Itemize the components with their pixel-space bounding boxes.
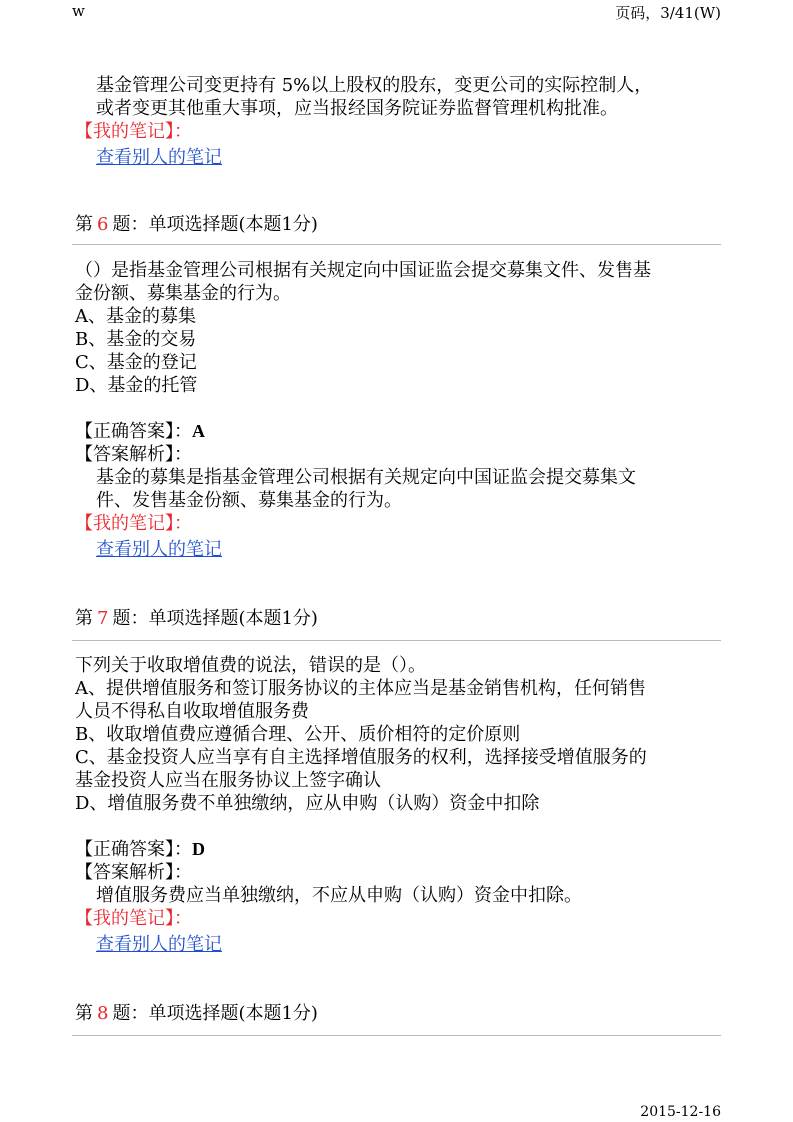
- footer-date: 2015-12-16: [640, 1104, 721, 1120]
- question-stem: （）是指基金管理公司根据有关规定向中国证监会提交募集文件、发售基: [75, 260, 651, 281]
- prev-question-tail: [75, 74, 725, 169]
- divider: [72, 244, 721, 245]
- header-left: w: [72, 2, 85, 20]
- my-notes-label: 【我的笔记】：: [75, 908, 192, 929]
- option-a: A、基金的募集: [75, 306, 196, 327]
- analysis-label: 【答案解析】：: [75, 444, 192, 465]
- option-c: C、基金的登记: [75, 352, 197, 373]
- correct-answer: 【正确答案】：D: [75, 839, 205, 860]
- question-header-7: [75, 607, 318, 630]
- analysis-line: 基金管理公司变更持有 5%以上股权的股东，变更公司的实际控制人，: [96, 75, 653, 96]
- header-page-number: 页码，3/41(W): [615, 4, 721, 22]
- question-number: 6: [97, 214, 109, 235]
- question-type: 题：单项选择题(本题1分): [112, 608, 318, 629]
- view-others-notes-link[interactable]: 查看别人的笔记: [96, 539, 222, 560]
- view-others-notes-link[interactable]: 查看别人的笔记: [96, 147, 222, 168]
- option-d: D、增值服务费不单独缴纳，应从申购（认购）资金中扣除: [75, 793, 540, 814]
- analysis-line: 增值服务费应当单独缴纳，不应从申购（认购）资金中扣除。: [96, 885, 582, 906]
- option-b: B、收取增值费应遵循合理、公开、质价相符的定价原则: [75, 724, 521, 745]
- question-stem: 金份额、募集基金的行为。: [75, 283, 291, 304]
- question-stem: 下列关于收取增值费的说法，错误的是（）。: [75, 655, 426, 676]
- divider: [72, 1035, 721, 1036]
- my-notes-label: 【我的笔记】：: [75, 121, 192, 142]
- answer-value: D: [192, 839, 205, 859]
- analysis-line: 件、发售基金份额、募集基金的行为。: [96, 490, 402, 511]
- my-notes-label: 【我的笔记】：: [75, 513, 192, 534]
- question-type: 题：单项选择题(本题1分): [112, 214, 318, 235]
- option-b: B、基金的交易: [75, 329, 197, 350]
- question-body-7: [75, 654, 725, 956]
- analysis-label: 【答案解析】：: [75, 862, 192, 883]
- question-header-6: [75, 213, 318, 236]
- option-a: A、提供增值服务和签订服务协议的主体应当是基金销售机构，任何销售: [75, 678, 646, 699]
- analysis-line: 或者变更其他重大事项，应当报经国务院证券监督管理机构批准。: [96, 98, 618, 119]
- view-others-notes-link[interactable]: 查看别人的笔记: [96, 934, 222, 955]
- question-prefix: 第: [75, 214, 93, 235]
- answer-value: A: [192, 421, 205, 441]
- question-header-8: [75, 1002, 318, 1025]
- question-prefix: 第: [75, 608, 93, 629]
- option-c: C、基金投资人应当享有自主选择增值服务的权利，选择接受增值服务的: [75, 747, 647, 768]
- correct-answer: 【正确答案】：A: [75, 421, 205, 442]
- analysis-line: 基金的募集是指基金管理公司根据有关规定向中国证监会提交募集文: [96, 467, 636, 488]
- question-number: 8: [97, 1003, 109, 1024]
- question-prefix: 第: [75, 1003, 93, 1024]
- question-type: 题：单项选择题(本题1分): [112, 1003, 318, 1024]
- option-d: D、基金的托管: [75, 375, 198, 396]
- question-number: 7: [97, 608, 109, 629]
- divider: [72, 640, 721, 641]
- option-c: 基金投资人应当在服务协议上签字确认: [75, 770, 381, 791]
- question-body-6: [75, 259, 725, 561]
- option-a: 人员不得私自收取增值服务费: [75, 701, 309, 722]
